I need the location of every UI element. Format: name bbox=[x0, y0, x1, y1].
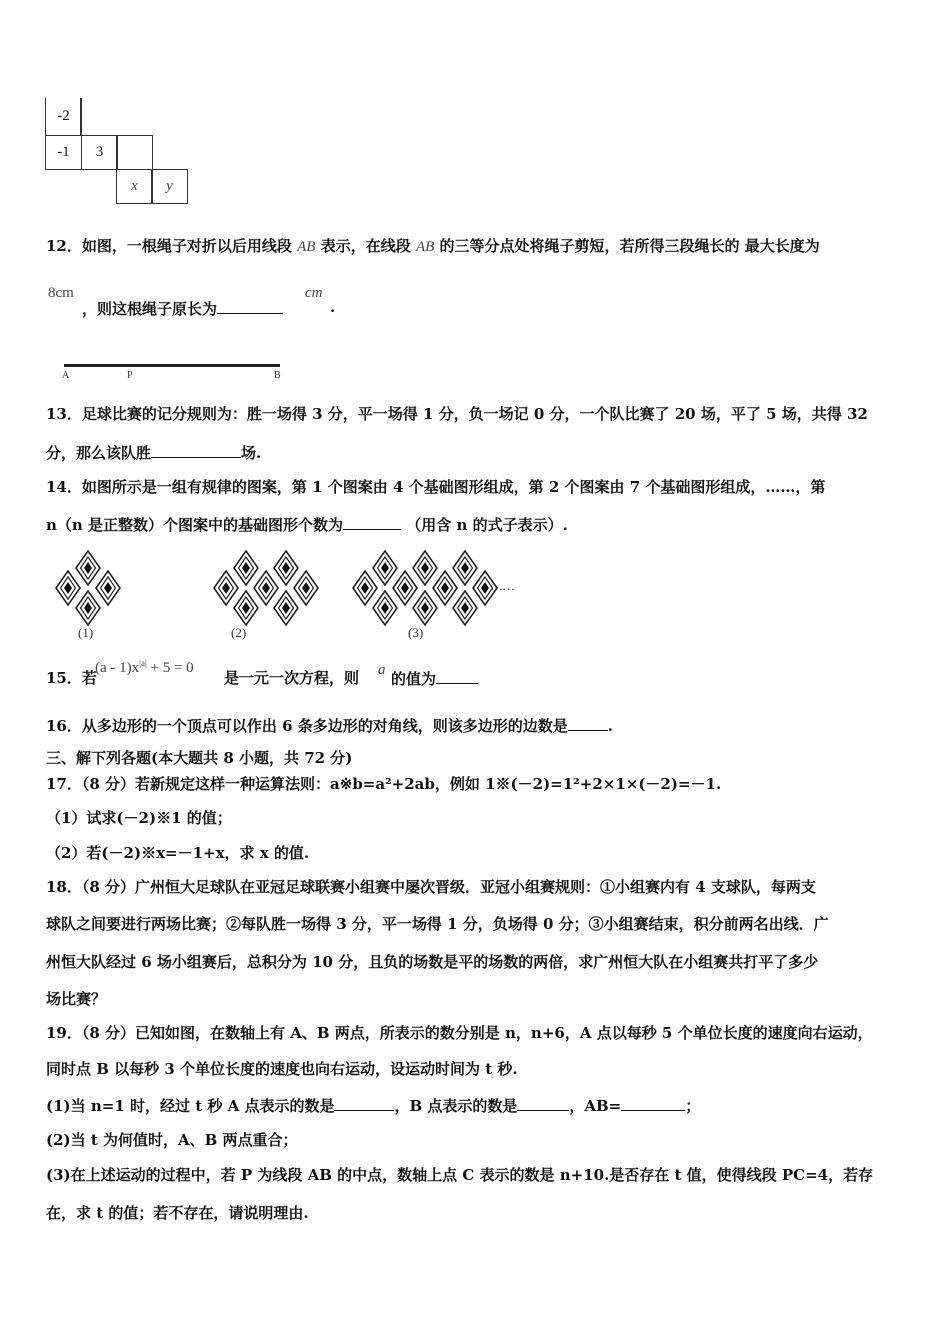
question-18-line-1: 18．（8 分）广州恒大足球队在亚冠足球联赛小组赛中屡次晋级．亚冠小组赛规则：①小组赛内有 4 支球队，每两支 bbox=[46, 878, 816, 896]
equation-exponent: |a| bbox=[139, 658, 147, 668]
answer-blank[interactable] bbox=[436, 668, 478, 684]
answer-blank[interactable] bbox=[568, 715, 608, 731]
grid-cell: -1 bbox=[45, 135, 82, 170]
q12-text: 表示，在线段 bbox=[320, 237, 411, 255]
question-17: 17．（8 分）若新规定这样一种运算法则：a※b=a²+2ab，例如 1※(－2)=1²+2×1×(－2)=－1. bbox=[46, 775, 722, 793]
question-18-line-2: 球队之间要进行两场比赛；②每队胜一场得 3 分，平一场得 1 分，负场得 0 分；③小组赛结束，积分前两名出线．广 bbox=[46, 915, 829, 933]
point-p-label: P bbox=[127, 370, 133, 381]
question-18-line-4: 场比赛？ bbox=[46, 990, 107, 1008]
question-13-line-2 bbox=[46, 442, 261, 463]
answer-blank[interactable] bbox=[621, 1095, 685, 1111]
question-15-rest bbox=[224, 668, 359, 688]
grid-divider bbox=[80, 98, 81, 136]
q19-text: ； bbox=[685, 1097, 701, 1115]
pattern-label-1: (1) bbox=[78, 625, 94, 640]
q15-text: 15．若 bbox=[46, 669, 97, 687]
q19-text: ，B 点表示的数是 bbox=[394, 1097, 518, 1115]
question-19-part-1 bbox=[46, 1095, 700, 1116]
question-13-line-1: 13．足球比赛的记分规则为：胜一场得 3 分，平一场得 1 分，负一场记 0 分，一个队比赛了 20 场，平了 5 场，共得 32 bbox=[46, 405, 868, 423]
question-16 bbox=[46, 715, 613, 736]
pattern-label-2: (2) bbox=[231, 625, 247, 640]
q15-variable: a bbox=[378, 662, 386, 678]
answer-blank[interactable] bbox=[217, 298, 283, 314]
q19-text: ，AB= bbox=[569, 1097, 622, 1115]
grid-cell: x bbox=[131, 178, 138, 194]
q15-equation bbox=[95, 658, 194, 677]
pattern-figure bbox=[40, 550, 530, 650]
answer-blank[interactable] bbox=[151, 442, 241, 458]
point-a-label: A bbox=[62, 370, 70, 381]
q12-unit: cm bbox=[305, 285, 323, 301]
answer-blank[interactable] bbox=[517, 1095, 569, 1111]
pattern-1 bbox=[56, 551, 120, 625]
q14-text: n（n 是正整数）个图案中的基础图形个数为 bbox=[46, 516, 344, 534]
q19-text: (1)当 n=1 时，经过 t 秒 A 点表示的数是 bbox=[46, 1097, 335, 1115]
grid-cell: -2 bbox=[45, 98, 82, 136]
equation-left: (a - 1)x bbox=[95, 660, 140, 676]
question-19-part-2: (2)当 t 为何值时，A、B 两点重合； bbox=[46, 1131, 298, 1149]
q13-text: 场. bbox=[241, 444, 262, 462]
question-14-line-2 bbox=[46, 514, 568, 535]
question-18-line-3: 州恒大队经过 6 场小组赛后，总积分为 10 分，且负的场数是平的场数的两倍，求广州恒大队在小组赛共打平了多少 bbox=[46, 953, 819, 971]
q16-text: . bbox=[607, 717, 613, 735]
q12-segment-ab: AB bbox=[415, 239, 435, 255]
question-17-part-1: （1）试求(－2)※1 的值； bbox=[46, 809, 232, 827]
question-15 bbox=[46, 668, 97, 688]
grid-cell bbox=[116, 135, 153, 170]
answer-blank[interactable] bbox=[334, 1095, 394, 1111]
point-b-label: B bbox=[274, 370, 281, 381]
question-14-line-1: 14．如图所示是一组有规律的图案，第 1 个图案由 4 个基础图形组成，第 2 个图案由 7 个基础图形组成，……，第 bbox=[46, 478, 826, 496]
pattern-label-3: (3) bbox=[408, 625, 424, 640]
q13-text: 分，那么该队胜 bbox=[46, 444, 152, 462]
question-17-part-2: （2）若(－2)※x=－1+x，求 x 的值. bbox=[46, 844, 310, 862]
section-3-title: 三、解下列各题(本大题共 8 小题，共 72 分) bbox=[46, 749, 353, 767]
segment-line bbox=[64, 364, 280, 367]
question-19-line-2: 同时点 B 以每秒 3 个单位长度的速度也向右运动，设运动时间为 t 秒. bbox=[46, 1060, 518, 1078]
q12-end: . bbox=[330, 298, 336, 316]
answer-blank[interactable] bbox=[343, 514, 401, 530]
equation-right: + 5 = 0 bbox=[146, 660, 194, 676]
question-19-part-3-line-1: (3)在上述运动的过程中，若 P 为线段 AB 的中点，数轴上点 C 表示的数是 n+10.是否存在 t 值，使得线段 PC=4，若存 bbox=[46, 1166, 874, 1184]
pattern-continuation: …… bbox=[490, 578, 514, 593]
question-12-line-1 bbox=[46, 236, 820, 257]
question-12-line-2 bbox=[82, 298, 283, 319]
q15-text: 是一元一次方程，则 bbox=[224, 669, 360, 687]
grid-cell: 3 bbox=[81, 135, 118, 170]
pattern-3 bbox=[353, 551, 497, 625]
q12-segment-ab: AB bbox=[297, 239, 316, 255]
question-19-part-3-line-2: 在，求 t 的值；若不存在，请说明理由. bbox=[46, 1204, 309, 1222]
question-15-end bbox=[391, 668, 478, 689]
q12-length: 8cm bbox=[48, 285, 74, 301]
pattern-2 bbox=[214, 551, 318, 625]
q12-text: 的三等分点处将绳子剪短，若所得三段绳长的 最大长度为 bbox=[439, 237, 820, 255]
question-19-line-1: 19．（8 分）已知如图，在数轴上有 A、B 两点，所表示的数分别是 n，n+6，A 点以每秒 5 个单位长度的速度向右运动， bbox=[46, 1024, 873, 1042]
q14-text: （用含 n 的式子表示）. bbox=[406, 516, 568, 534]
q15-text: 的值为 bbox=[391, 670, 437, 688]
q12-text: 12．如图，一根绳子对折以后用线段 bbox=[46, 237, 292, 255]
q12-text: ，则这根绳子原长为 bbox=[82, 300, 218, 318]
q16-text: 16．从多边形的一个顶点可以作出 6 条多边形的对角线，则该多边形的边数是 bbox=[46, 717, 568, 735]
grid-cell: y bbox=[151, 169, 188, 204]
